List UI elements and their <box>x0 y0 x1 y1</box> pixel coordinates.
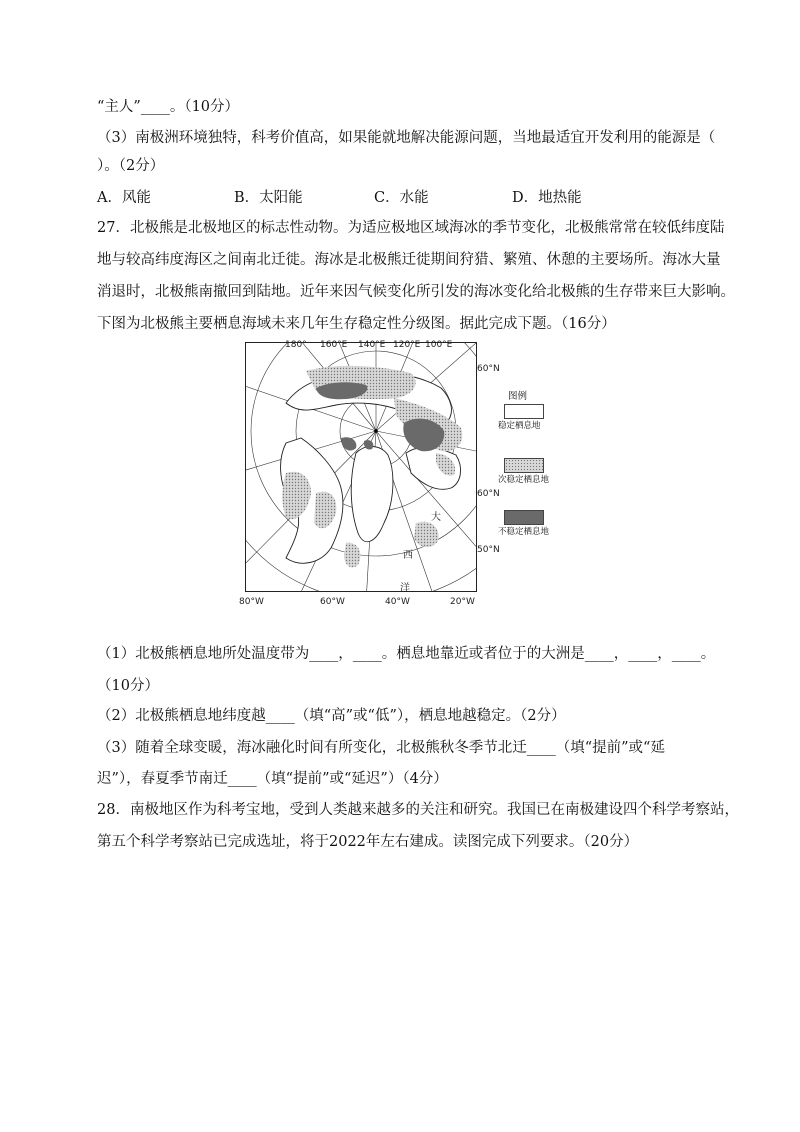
option-b: B．太阳能 <box>234 190 303 206</box>
question-26-3-score: ）。（2分） <box>97 158 165 174</box>
legend-swatch-unstable <box>504 510 544 525</box>
question-27-3: （3）随着全球变暖，海冰融化时间有所变化，北极熊秋冬季节北迁____（填“提前”或“延 <box>97 740 665 756</box>
tick-bottom-80w: 80°W <box>239 597 264 607</box>
arctic-map <box>245 342 477 592</box>
ocean-label-char-1: 大 <box>431 512 441 523</box>
answer-options <box>97 186 717 206</box>
tick-right-60n-upper: 60°N <box>477 364 500 374</box>
tick-bottom-20w: 20°W <box>450 597 475 607</box>
ocean-label-char-2: 西 <box>403 550 413 561</box>
tick-top-120e: 120°E <box>393 340 421 350</box>
legend-swatch-sub-stable <box>504 458 544 473</box>
arctic-map-drawing <box>246 343 476 591</box>
question-27-intro-1: 27．北极熊是北极地区的标志性动物。为适应极地区域海冰的季节变化，北极熊常常在较低纬度陆 <box>97 220 725 236</box>
legend-swatch-stable <box>504 404 544 419</box>
tick-top-100e: 100°E <box>425 340 453 350</box>
legend-label-sub-stable: 次稳定栖息地 <box>498 475 550 485</box>
option-d: D．地热能 <box>512 190 582 206</box>
question-28-intro-1: 28．南极地区作为科考宝地，受到人类越来越多的关注和研究。我国已在南极建设四个科学考察站， <box>97 802 739 818</box>
question-27-2: （2）北极熊栖息地纬度越____（填“高”或“低”），栖息地越稳定。（2分） <box>97 708 566 724</box>
tick-bottom-40w: 40°W <box>385 597 410 607</box>
question-26-3-text: （3）南极洲环境独特，科考价值高，如果能就地解决能源问题，当地最适宜开发利用的能源是（ <box>97 130 716 146</box>
tick-top-180: 180° <box>285 340 307 350</box>
question-27-intro-4: 下图为北极熊主要栖息海域未来几年生存稳定性分级图。据此完成下题。（16分） <box>97 316 616 332</box>
legend-label-stable: 稳定栖息地 <box>498 421 541 431</box>
question-27-intro-3: 消退时，北极熊南撤回到陆地。近年来因气候变化所引发的海冰变化给北极熊的生存带来巨大影响。 <box>97 284 735 300</box>
legend-title: 图例 <box>508 391 528 402</box>
tick-right-50n: 50°N <box>477 545 500 555</box>
question-26-blank-line: “主人”____。（10分） <box>97 99 240 115</box>
tick-bottom-60w: 60°W <box>320 597 345 607</box>
polar-bear-habitat-map-figure <box>239 340 570 610</box>
question-27-3-cont: 迟”），春夏季节南迁____（填“提前”或“延迟”）（4分） <box>97 771 448 787</box>
question-28-intro-2: 第五个科学考察站已完成选址，将于2022年左右建成。读图完成下列要求。（20分） <box>97 834 639 850</box>
question-27-1: （1）北极熊栖息地所处温度带为____，____。栖息地靠近或者位于的大洲是____，____，____。 <box>97 646 716 662</box>
question-27-1-score: （10分） <box>97 678 159 694</box>
ocean-label-char-3: 洋 <box>400 583 410 594</box>
option-a: A．风能 <box>97 190 151 206</box>
map-legend <box>490 382 570 552</box>
tick-top-140e: 140°E <box>358 340 386 350</box>
tick-right-60n-lower: 60°N <box>477 489 500 499</box>
option-c: C．水能 <box>374 190 429 206</box>
tick-top-160e: 160°E <box>320 340 348 350</box>
legend-label-unstable: 不稳定栖息地 <box>498 527 550 537</box>
question-27-intro-2: 地与较高纬度海区之间南北迁徙。海冰是北极熊迁徙期间狩猎、繁殖、休憩的主要场所。海冰大量 <box>97 252 721 268</box>
